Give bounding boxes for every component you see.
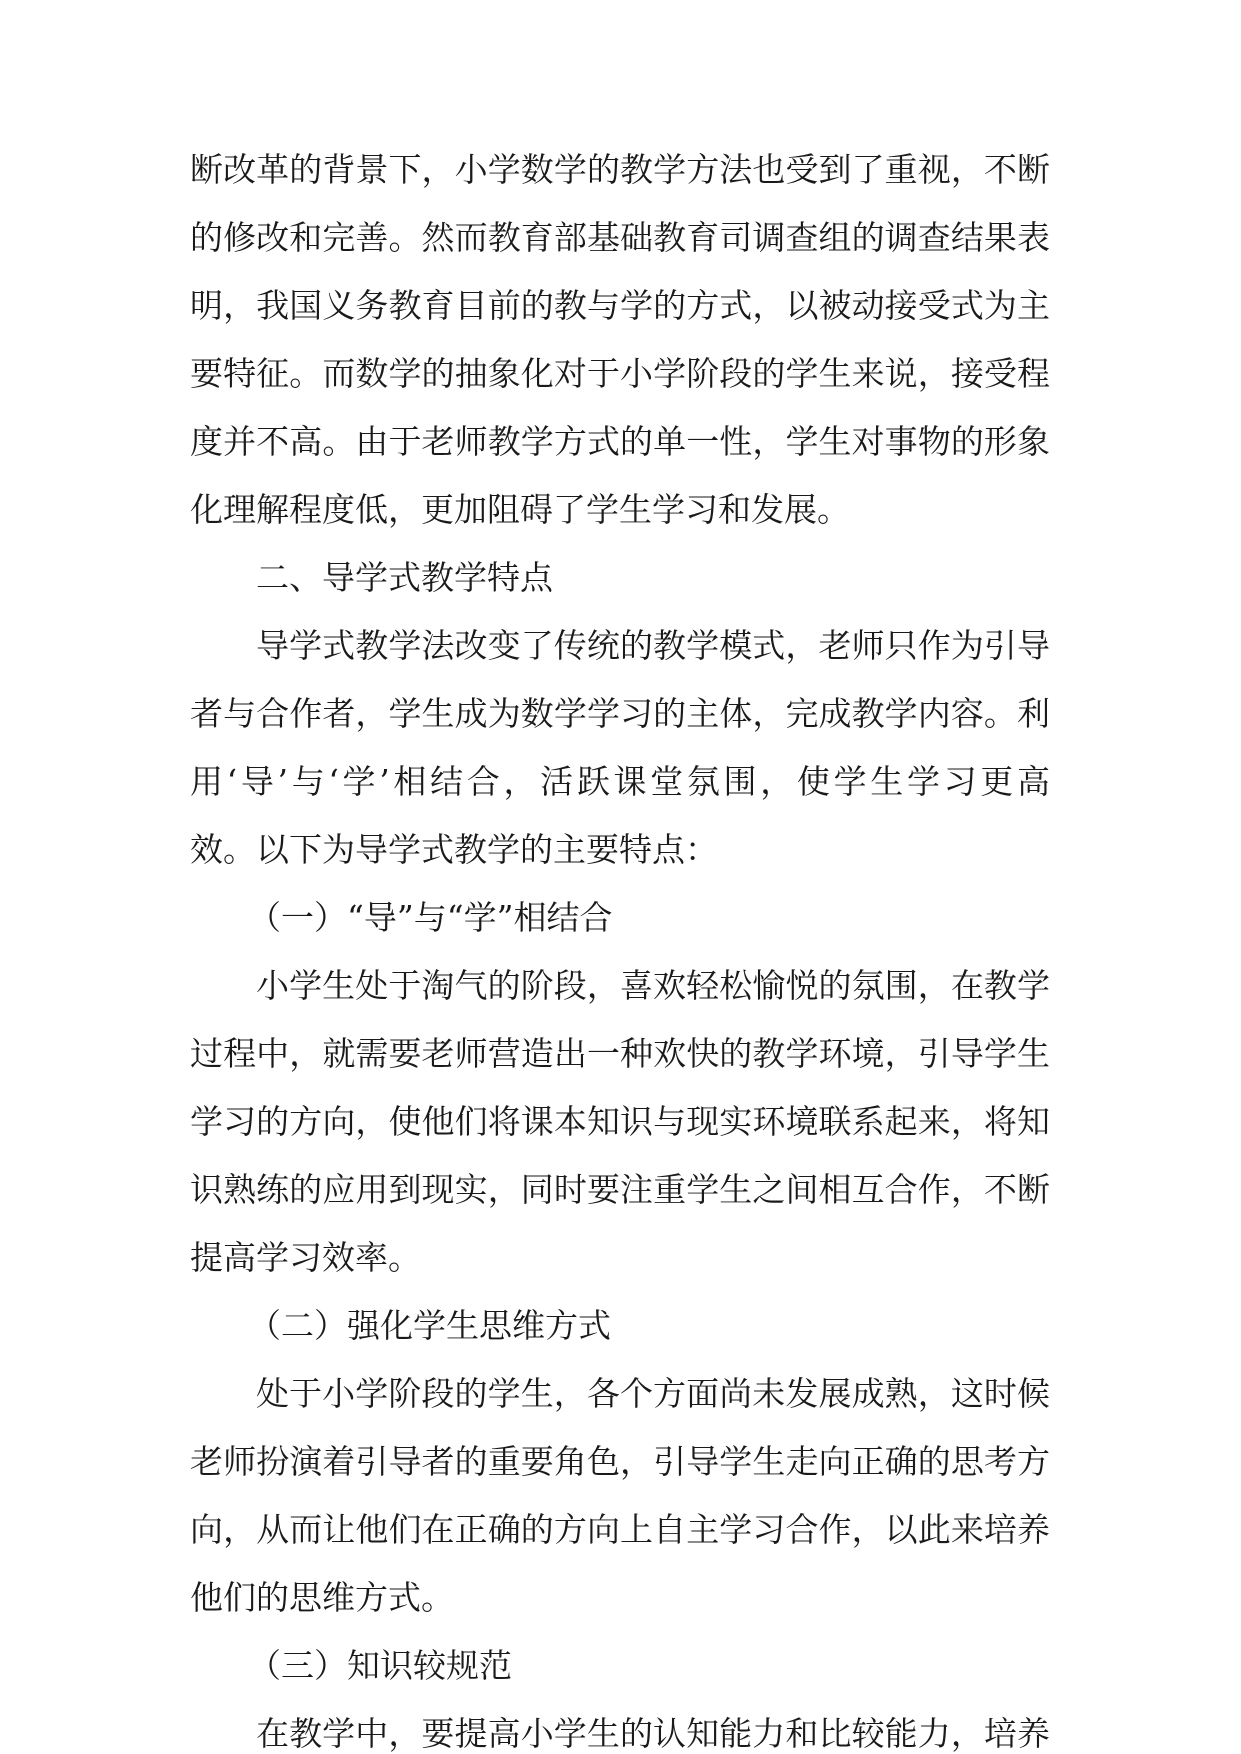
body-text-line: 提高学习效率。	[190, 1238, 421, 1277]
body-text-line: 学习的方向，使他们将课本知识与现实环境联系起来，将知	[190, 1102, 1050, 1141]
body-text-line: 要特征。而数学的抽象化对于小学阶段的学生来说，接受程	[190, 354, 1050, 393]
body-text-line: 化理解程度低，更加阻碍了学生学习和发展。	[190, 490, 850, 529]
subsection-heading: （二）强化学生思维方式	[248, 1306, 611, 1345]
body-text-line: 用‘导’与‘学’相结合，活跃课堂氛围，使学生学习更高	[190, 762, 1050, 801]
body-text-line: 小学生处于淘气的阶段，喜欢轻松愉悦的氛围，在教学	[256, 966, 1050, 1005]
body-text-line: 者与合作者，学生成为数学学习的主体，完成教学内容。利	[190, 694, 1050, 733]
body-text-line: 识熟练的应用到现实，同时要注重学生之间相互合作，不断	[190, 1170, 1050, 1209]
body-text-line: 效。以下为导学式教学的主要特点：	[190, 830, 718, 869]
body-text-line: 的修改和完善。然而教育部基础教育司调查组的调查结果表	[190, 218, 1050, 257]
body-text-line: 断改革的背景下，小学数学的教学方法也受到了重视，不断	[190, 150, 1050, 189]
body-text-line: 老师扮演着引导者的重要角色，引导学生走向正确的思考方	[190, 1442, 1050, 1481]
subsection-heading: （一）“导”与“学”相结合	[248, 898, 613, 937]
body-text-line: 明，我国义务教育目前的教与学的方式，以被动接受式为主	[190, 286, 1050, 325]
body-text-line: 向，从而让他们在正确的方向上自主学习合作，以此来培养	[190, 1510, 1050, 1549]
body-text-line: 处于小学阶段的学生，各个方面尚未发展成熟，这时候	[256, 1374, 1050, 1413]
subsection-heading: （三）知识较规范	[248, 1646, 512, 1685]
body-text-line: 度并不高。由于老师教学方式的单一性，学生对事物的形象	[190, 422, 1050, 461]
body-text-line: 导学式教学法改变了传统的教学模式，老师只作为引导	[256, 626, 1050, 665]
section-heading: 二、导学式教学特点	[256, 558, 553, 597]
body-text-line: 过程中，就需要老师营造出一种欢快的教学环境，引导学生	[190, 1034, 1050, 1073]
body-text-line: 在教学中，要提高小学生的认知能力和比较能力，培养	[256, 1714, 1050, 1753]
body-text-line: 他们的思维方式。	[190, 1578, 454, 1617]
